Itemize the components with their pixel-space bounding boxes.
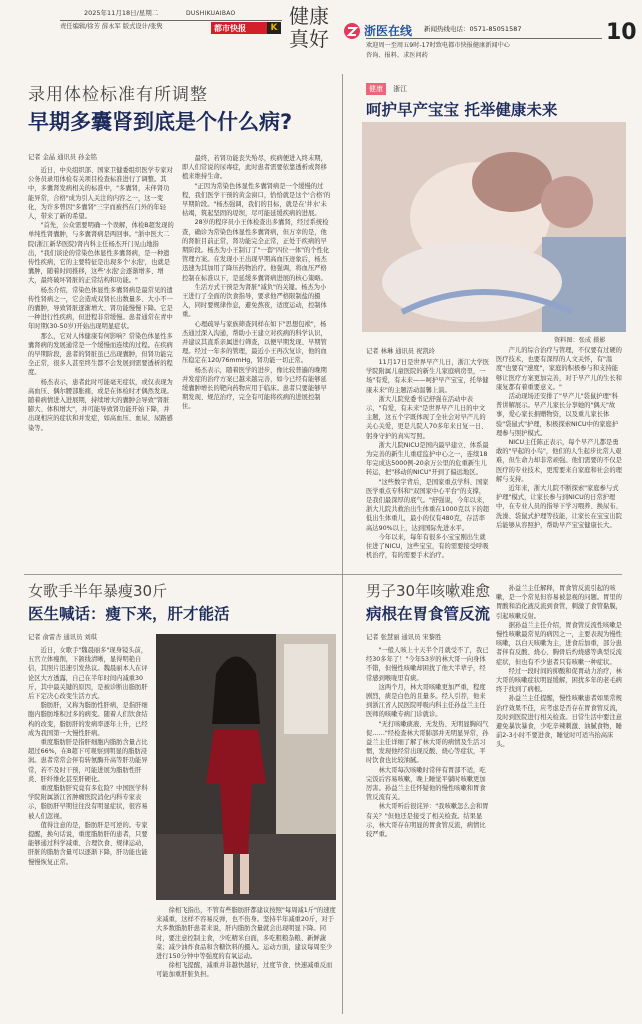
article-fatty-liver [24,578,336,1018]
article3-column-2 [156,906,336,1018]
invite-line-2: 咨询、报料、求医问药 [366,52,428,59]
article4-paragraph: "无打咳嗽痰液、无发热、无明显胸闷气促……"经检查林大哥肺部并无明显异常，孙益兰主任详细了解了林大哥的病情及生活习惯，发现他经常出现反酸、烧心等症状，平时饮食也比较油腻。 [366,720,489,765]
zjol-logo-text: 浙医在线 [364,24,413,38]
editors-line: 责任编辑/徐芳 薛永军 版式设计/张隽 [60,23,163,30]
paper-logo-text: 都市快报 [214,24,246,33]
article1-paragraph: 那么，它对人体健康有何影响？常染色体显性多囊肾病的发展通常是一个缓慢而连续的过程。在疾病的早期阶段，患者的肾脏虽已出现囊肿，但肾功能完全正常，很多人甚至终生都不会发展到需要透析的程度。 [28,332,173,377]
article4-paragraph: 林大哥听后很诧异："我咳嗽怎么会和胃有关？"但他还是接受了相关检查。结果显示，林大哥存在明显的胃食管反流，病情比较严重。 [366,803,489,839]
article2-headline: 呵护早产宝宝 托举健康未来 [366,101,558,119]
article2-paragraph: 浙大儿院党委书记舒强在活动中表示，"有爱，有未来"是世界早产儿日的中文主题，这五个字既体现了全社会对早产儿的关心关爱，更是儿院人70多年来日复一日、躬身守护的真实写照。 [366,395,488,440]
article-premature-babies [362,74,622,566]
article1-paragraph: 最终，若肾功能丧失殆尽，疾病便进入终末期，即人们常说的尿毒症，此时患者需要依靠透析或肾移植来维持生命。 [182,155,327,181]
article4-paragraph: 孙益兰主任提醒，慢性咳嗽患者如果常规治疗效果不佳，应考虑是否存在胃食管反流，及时到医院进行相关检查。日常生活中要注意避免暴饮暴食，少吃辛辣刺激、油腻食物，睡前2-3小时不要进食，睡觉时可适当抬高床头。 [496,695,622,749]
article1-paragraph: 生活方式干预是为肾脏"减负"的关键。杨杰为小王进行了全面的饮食指导，要求他严格限制盐的摄入，同时要规律作息，避免熬夜，适度运动，控制体重。 [182,283,327,319]
article1-paragraph: 杨杰表示，随着医学的进步，像比较普遍的晚期并发症的治疗方案已越来越完善，如今已经有能够延缓囊肿增长的靶向药物应用于临床。患者只要能够早期发现、规范治疗，完全有可能将疾病的进展控制住。 [182,366,327,411]
article2-byline: 记者 林琳 通讯员 祝凯玲 [366,348,435,355]
article-chronic-cough [362,578,622,1018]
article4-paragraph: "一般人咳上十天半个月就受不了，我已经30多年了！"今年53岁的林大哥一向身体不错，但慢性咳嗽却困扰了他大半辈子，经常感到喉咙里有痰。 [366,647,489,682]
article1-headline: 早期多囊肾到底是个什么病? [28,110,293,134]
article3-paragraph: 值得注意的是，脂肪肝是可逆的。专家提醒，换句话说，重度脂肪肝的患者，只要能够通过科学减重、合理饮食、规律运动，肝脏的脂肪含量可以逐渐下降，肝功能也能慢慢恢复正常。 [28,821,148,866]
date-line: 2025年11月18日/星期二 [84,9,159,17]
article-polycystic-kidney [24,74,336,566]
section-title [289,5,329,51]
region-tag: 浙江 [393,85,408,93]
masthead [0,0,642,70]
article4-paragraph: 这两个月，林大哥咳嗽更加严重，程度剧烈，痰是白色的且量多。经人引荐，他来到浙江省人民医院呼吸内科主任孙益兰主任医师的咳嗽专病门诊就诊。 [366,683,486,719]
article3-byline: 记者 俞雷杏 通讯员 刘琪 [28,634,97,641]
article3-paragraph: 近日，女歌手"魏晨丽多"现身镜头前，五官立体瘦削，下颌线清晰，显得明艳自信，其照片迅速引发热议。魏晨丽本人在评论区大方透露，自己在半年时间内减重30斤，其中最关键的原因，是被诊断出脂肪肝后下定决心改变生活方式。 [28,647,148,701]
article1-kicker: 录用体检标准有所调整 [28,85,208,105]
article1-paragraph: 心理疏导与家族筛查同样在如下"思想包袱"，杨杰通过深入沟通，帮助小王建立对疾病的科学认识，并建议其直系亲属进行筛查，以便早期发现、早期管理。经过一年多的管理，最近小王再次复诊，他的血压稳定在120/76mmHg，肾功能一切正常。 [182,320,327,365]
zjol-logo-icon [343,22,361,40]
section-title-line-2: 真好 [289,27,329,51]
article2-paragraph: "这些数字背后，是国家重点学科、国家医学重点专科和"双国家中心平台"的支撑，是我们最深厚的底气。"舒强说，今年以来，浙大儿院共救治出生体重在1000克以下的超低出生体重儿，最小的仅有480克，存活率高达90%以上，达到国际先进水平。 [366,478,490,532]
article4-paragraph: 据孙益兰主任介绍，胃食管反流性咳嗽是慢性咳嗽最常见的病因之一，主要表现为慢性咳嗽，以白天咳嗽为主，进食后加重，部分患者伴有反酸、烧心、胸骨后灼烧感等典型反流症状，但也有不少患者只有咳嗽一种症状。 [496,621,622,666]
article4-paragraph: 林大哥每次咳嗽时常伴有胃部不适，吃完饭后容易咳嗽，晚上睡觉平躺时咳嗽更加厉害。孙益兰主任怀疑他的慢性咳嗽和胃食管反流有关。 [366,766,486,802]
article1-column-2 [182,154,332,564]
article3-paragraph: 重度脂肪肝究竟有多危险？中国医学科学院附属浙江省肿瘤医院消化内科专家表示，脂肪肝早期往往没有明显症状，很容易被人们忽视。 [28,785,148,820]
article2-photo-caption: 资料图：张成 摄影 [554,337,606,344]
singer-photo [156,634,336,900]
article2-paragraph: 产儿的综合治疗与管理，不仅要有过硬的医疗技术，也要有深厚的人文关怀，有"温度"也要有"速度"，家庭的积极参与和支持能够让医疗方案更加完善，对于早产儿的生长和康复都有着重要意义。" [496,347,622,391]
article4-column-2 [496,584,624,1018]
masthead-rule [60,20,282,21]
hotline: 新闻热线电话：0571-85051587 [424,25,522,33]
paper-name-pinyin: DUSHIKUAIBAO [186,10,236,17]
article2-column-2 [496,346,624,564]
page-number: 10 [606,20,637,45]
article1-paragraph: 28岁的程序员小王体检查出多囊肾，经过系统检查，确诊为常染色体显性多囊肾病，但万幸的是，他的肾脏目前正常，肾功能完全正常，正处于疾病的早期阶段。杨杰为小王制订了"一套"四位一体"的个性化管理方案。在发现小王出现早期高血压迹象后，杨杰迅速为其加用了降压药物治疗。他强调，将血压严格控制在标准以下，是延缓多囊肾病进展的核心策略。 [182,219,330,282]
article2-paragraph: 活动现场还安排了"早产儿"袋鼠护理"科普讲解展示。早产儿家长分享她的"偶天"故事，爱心家长捐赠物资，以及重儿家长体验"袋鼠式"护理，积极探索NICU中的家庭护理参与照护模式。 [496,393,619,437]
article1-byline: 记者 金晶 通讯员 孙金铭 [28,154,97,161]
article4-headline: 病根在胃食管反流 [366,605,491,623]
article3-paragraph: 重度脂肪肝是指肝细胞内脂肪含量占比超过66%，在B超下可观察到明显的脂肪浸润。患者常常会伴有转氨酶升高等肝功能异常，若不及时干预，可能进展为脂肪性肝炎、肝纤维化甚至肝硬化。 [28,739,148,783]
article4-byline: 记者 张慧丽 通讯员 宋黎胜 [366,634,442,641]
article2-paragraph: 浙大儿院NICU是国内最早建立、体系最为完善的新生儿重症监护中心之一，连续18年完成达5000例-20余万公里的危重新生儿转运，把"移动的NICU"开到了偏远地区。 [366,441,489,477]
article4-paragraph: 孙益兰主任解释，胃食管反流引起的咳嗽，是一个常见但容易被忽视的问题。胃里的胃酸和消化液反流到食管，刺激了食管黏膜，引起咳嗽反射。 [496,585,622,620]
paper-logo-mark: K [267,22,281,34]
article1-column-1 [28,166,174,564]
article1-paragraph: 杨杰表示，患者此时可能毫无症状，或仅表现为高血压、偶尔腰部胀痛，或是在体检时才偶然发现。随着病情进入进展期，持续增大的囊肿会导致"肾脏膨大、体积增大"，并可能导致肾功能开始下降，并出现相应的症状和并发症，如高血压、血尿、尿路感染等。 [28,378,173,432]
article3-paragraph: 脂肪肝，又称为脂肪性肝病，是指肝细胞内脂肪堆积过多的病变。随着人们饮食结构的改变，脂肪肝的发病率逐年上升，已经成为我国第一大慢性肝病。 [28,702,148,737]
article2-tag [366,76,407,95]
article1-paragraph: 杨杰介绍，常染色体显性多囊肾病是最常见的遗传性肾病之一，它会造成双肾长出数量多、大小不一的囊肿，导致肾脏逐渐增大、肾功能慢慢下降。它是一种进行性疾病，但进程非常缓慢。患者通常在青中年时期(30-50岁)开始出现明显症状。 [28,286,173,331]
article2-paragraph: NICU主任陈正表示，每个早产儿都是勇敢的"早起的小鸟"，他们的人生起步比常人艰难，但生命力却非常顽强。他们需要的不仅是医疗的专业技术，更需要来自家庭和社会的理解与支持。 [496,439,622,483]
article3-headline: 医生喊话：瘦下来，肝才能活 [28,605,230,623]
article2-paragraph: 近年来，浙大儿院不断探索"家庭参与式护理"模式，让家长参与到NICU的日常护理中，在专业人员的指导下学习喂养、换尿布、洗澡、袋鼠式护理等技能，让家长在宝宝出院后能够从容照护，帮助早产宝宝健康长大。 [496,485,622,529]
article1-paragraph: "首先，公众需要明确一个误解，体检B超发现的单纯性肾囊肿，与多囊肾病是两回事。"浙中医大二院(浙江新华医院)肾内科主任杨杰开门见山地指出，"我们谈论的常染色体显性多囊肾病，是一种遗传性疾病，它的主要特征是出现多个'水泡'，也就是囊肿，随着时间推移，这些'水泡'会逐渐增多、增大，最终破坏肾脏的正常结构和功能。" [28,222,174,285]
masthead-rule-right [366,38,602,39]
section-divider [24,574,622,575]
article3-paragraph: 徐相飞提醒，减重并非越快越好，过度节食、快速减重反而可能加重肝脏负担。 [156,962,333,979]
premature-baby-photo [362,122,626,332]
article1-paragraph: 近日，中央组织部、国家卫健委组织医学专家对公务员录用体检有关项目检查标准进行了调整。其中，多囊肾发病相关的标准中，"多囊肾，未伴肾功能异常，合格"成为引人关注的内容之一，这一变化，为许多曾因"多囊肾"三字而被挡在门外的年轻人，带来了新的希望。 [28,167,173,221]
paper-logo [211,22,281,34]
article4-paragraph: 经过一段时间的抑酸和促胃动力治疗，林大哥的咳嗽症状明显缓解，困扰多年的老毛病终于找到了病根。 [496,667,622,694]
column-divider [342,74,343,1014]
section-title-line-1: 健康 [289,4,329,28]
article3-paragraph: 徐相飞指出，不管有些脂肪肝都建议按照"每周减1斤"的速度来减重，这样不容易反弹，也不伤身。坚持半年减重20斤，对于大多数脂肪肝患者来说，肝内脂肪含量就会出现明显下降。同时，要注意控制主食，少吃精米白面，多吃粗粮杂粮、新鲜蔬菜；减少油炸食品和含糖饮料的摄入。运动方面，建议每周至少进行150分钟中等强度的有氧运动。 [156,907,336,961]
article2-column-1 [366,358,490,564]
article4-column-1 [366,646,490,1018]
invite-line-1: 欢迎周一至周五9时-17时致电都市快报健康新闻中心 [366,42,510,49]
article3-column-1 [28,646,150,1018]
article1-paragraph: "正因为常染色体显性多囊肾病是一个缓慢的过程，我们医学干预的黄金窗口，恰恰就是这个'合格'的早期阶段。"杨杰强调，我们的目标，就是在'井水'未枯竭，筑起坚固的堤坝，尽可能延缓疾病的进展。 [182,182,331,218]
article4-kicker: 男子30年咳嗽难愈 [366,582,491,600]
article2-paragraph: 11月17日是世界早产儿日，浙江大学医学院附属儿童医院的新生儿家庭病房里，一场"有爱，有未来——呵护早产宝宝，托举健康未来"的主题活动温馨上演。 [366,359,490,394]
health-tag: 健康 [366,83,386,95]
article2-paragraph: 今年以来，每年有很多小宝宝刚出生就住进了NICU，这些宝宝，有的需要接受呼吸机治疗，有的需要手术治疗。 [366,533,489,560]
article2-photo [362,122,626,332]
article3-kicker: 女歌手半年暴瘦30斤 [28,582,168,600]
singer-photo-image [156,634,336,900]
